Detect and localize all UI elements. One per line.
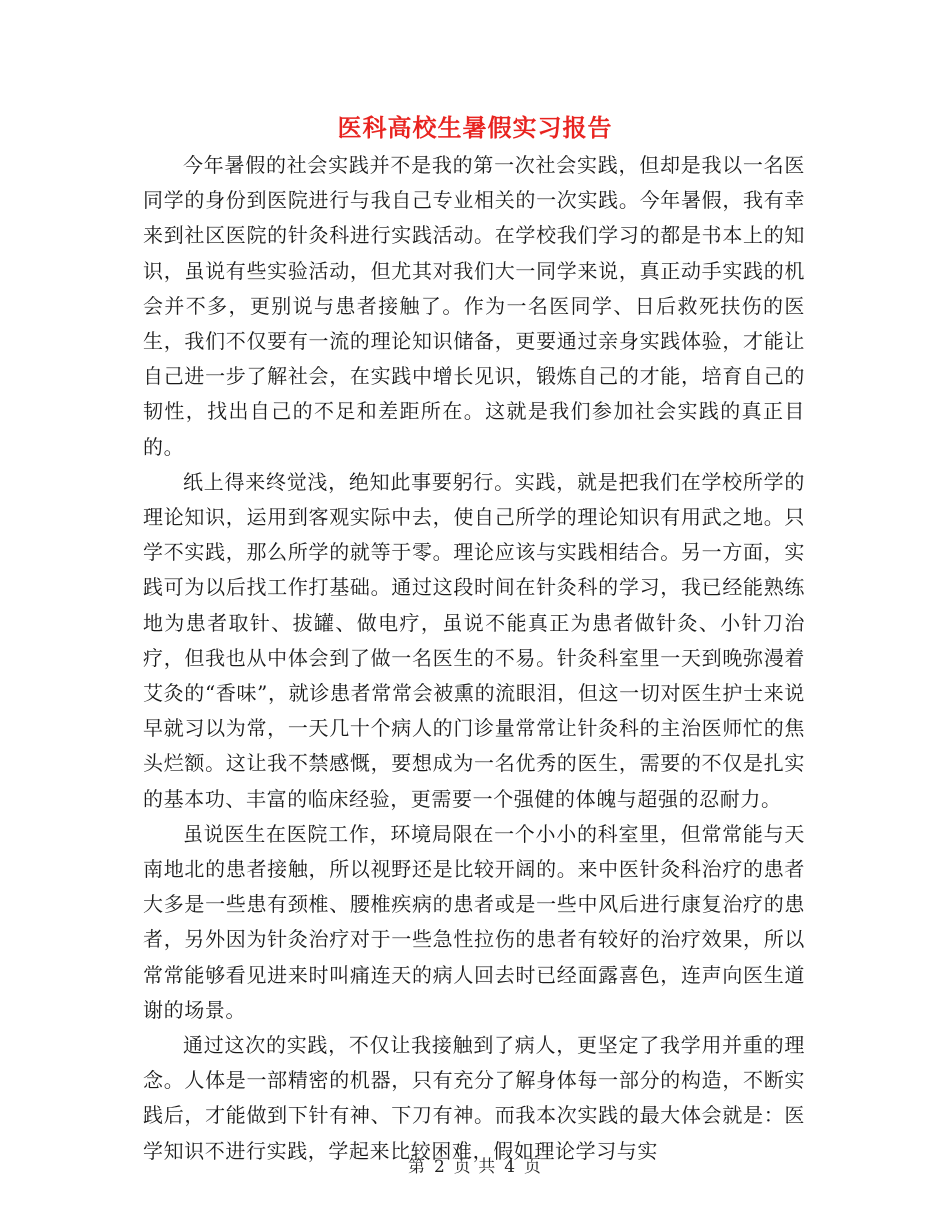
footer-prefix: 第	[407, 1157, 426, 1177]
paragraph: 今年暑假的社会实践并不是我的第一次社会实践，但却是我以一名医同学的身份到医院进行与我自己专业相关的一次实践。今年暑假，我有幸来到社区医院的针灸科进行实践活动。在学校我们学习的都是书本上的知识，虽说有些实验活动，但尤其对我们大一同学来说，真正动手实践的机会并不多，更别说与患者接触了。作为一名医同学、日后救死扶伤的医生，我们不仅要有一流的理论知识储备，更要通过亲身实践体验，才能让自己进一步了解社会，在实践中增长见识，锻炼自己的才能，培育自己的韧性，找出自己的不足和差距所在。这就是我们参加社会实践的真正目的。	[143, 153, 805, 459]
document-title: 医科高校生暑假实习报告	[337, 114, 613, 142]
page-footer	[0, 1152, 950, 1177]
paragraph: 通过这次的实践，不仅让我接触到了病人，更坚定了我学用并重的理念。人体是一部精密的机器，只有充分了解身体每一部分的构造，不断实践后，才能做到下针有神、下刀有神。而我本次实践的最大体会就是：医学知识不进行实践，学起来比较困难，假如理论学习与实	[143, 1033, 805, 1163]
paragraph: 纸上得来终觉浅，绝知此事要躬行。实践，就是把我们在学校所学的理论知识，运用到客观实际中去，使自己所学的理论知识有用武之地。只学不实践，那么所学的就等于零。理论应该与实践相结合。另一方面，实践可为以后找工作打基础。通过这段时间在针灸科的学习，我已经能熟练地为患者取针、拔罐、做电疗，虽说不能真正为患者做针灸、小针刀治疗，但我也从中体会到了做一名医生的不易。针灸科室里一天到晚弥漫着艾灸的“香味”，就诊患者常常会被熏的流眼泪，但这一切对医生护士来说早就习以为常，一天几十个病人的门诊量常常让针灸科的主治医师忙的焦头烂额。这让我不禁感慨，要想成为一名优秀的医生，需要的不仅是扎实的基本功、丰富的临床经验，更需要一个强健的体魄与超强的忍耐力。	[143, 469, 805, 811]
paragraph: 虽说医生在医院工作，环境局限在一个小小的科室里，但常常能与天南地北的患者接触，所以视野还是比较开阔的。来中医针灸科治疗的患者大多是一些患有颈椎、腰椎疾病的患者或是一些中风后进行康复治疗的患者，另外因为针灸治疗对于一些急性拉伤的患者有较好的治疗效果，所以常常能够看见进来时叫痛连天的病人回去时已经面露喜色，连声向医生道谢的场景。	[143, 821, 805, 1022]
page-total: 4	[504, 1157, 517, 1177]
footer-suffix: 页	[524, 1157, 543, 1177]
footer-middle: 页 共	[453, 1157, 497, 1177]
page-number: 2	[433, 1157, 446, 1177]
document-body	[143, 148, 805, 1169]
